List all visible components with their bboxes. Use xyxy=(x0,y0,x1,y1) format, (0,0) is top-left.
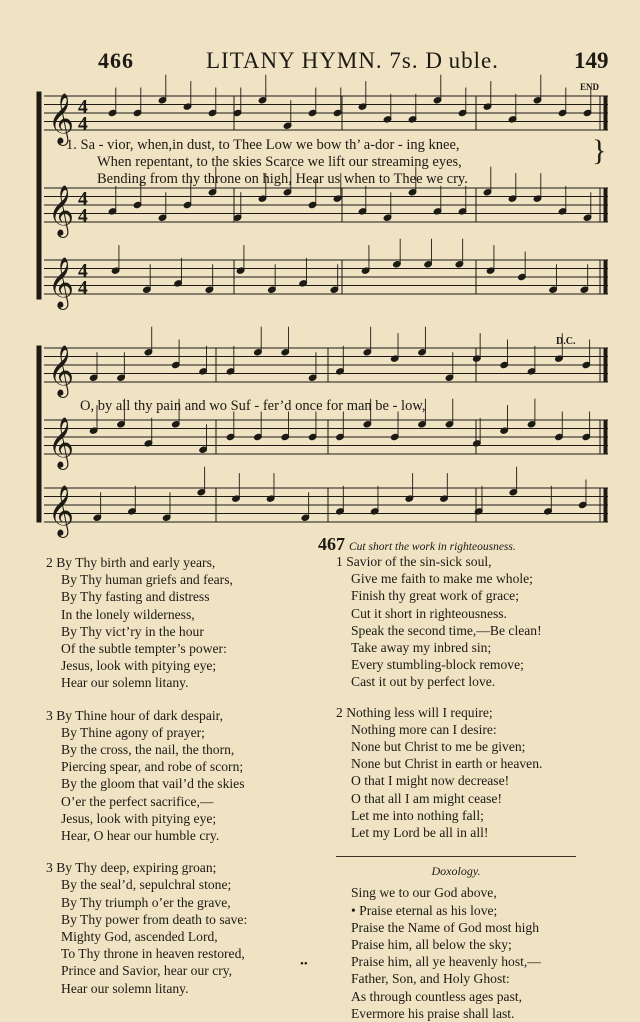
end-mark: END xyxy=(580,82,600,92)
signature-mark: •• xyxy=(300,958,308,970)
verse-line: O that I might now decrease! xyxy=(351,773,510,789)
final-bar xyxy=(604,96,607,130)
verse-line: Speak the second time,—Be clean! xyxy=(351,622,542,638)
hymn-number-467: 467 xyxy=(318,534,345,554)
time-signature: 4 xyxy=(78,206,88,227)
time-signature: 4 xyxy=(78,261,88,282)
doxology-title: Doxology. xyxy=(336,856,576,880)
verse-line: None but Christ in earth or heaven. xyxy=(351,756,543,772)
doxology-line: • Praise eternal as his love; xyxy=(351,902,498,918)
verse-line: By Thy triumph o’er the grave, xyxy=(61,894,231,910)
lyric-line-1: 1. Sa - vior, when,in dust, to Thee Low we bow th’ a-dor - ing knee, xyxy=(66,137,460,153)
clef-icon: 𝄞 xyxy=(48,94,75,143)
verse-line: Every stumbling-block remove; xyxy=(351,657,524,673)
hymn-467-heading xyxy=(318,534,516,555)
final-bar xyxy=(604,348,607,382)
lyric-line-4: O, by all thy pain and wo Suf - fer’d once for man be - low, xyxy=(80,398,426,414)
clef-icon: 𝄞 xyxy=(48,258,75,307)
hymn-title: LITANY HYMN. 7s. D uble. xyxy=(206,48,499,73)
verse-line: By the cross, the nail, the thorn, xyxy=(61,742,235,758)
verse-brace: } xyxy=(592,134,607,167)
verse-line: Give me faith to make me whole; xyxy=(351,571,533,587)
final-bar xyxy=(604,488,607,522)
doxology-line: Praise him, all below the sky; xyxy=(351,937,512,953)
verse-line: Let my Lord be all in all! xyxy=(351,825,489,841)
verse-line: To Thy throne in heaven restored, xyxy=(61,946,245,962)
verse-line: Piercing spear, and robe of scorn; xyxy=(61,759,244,775)
verse-line: Hear our solemn litany. xyxy=(61,675,189,691)
verse-line: None but Christ to me be given; xyxy=(351,739,526,755)
lyric-line-3: Bending from thy throne on high, Hear us when to Thee we cry. xyxy=(97,171,468,187)
verse-line: Jesus, look with pitying eye; xyxy=(61,810,217,826)
verse-line: By the seal’d, sepulchral stone; xyxy=(61,877,232,893)
final-bar xyxy=(604,420,607,454)
doxology-line: Praise the Name of God most high xyxy=(351,919,540,935)
verse-line: 2 Nothing less will I require; xyxy=(336,704,493,720)
verse-line: By Thy vict’ry in the hour xyxy=(61,623,204,639)
doxology-line: Praise him, all ye heavenly host,— xyxy=(351,954,541,970)
doxology-line: Sing we to our God above, xyxy=(351,885,497,901)
lyric-line-2: When repentant, to the skies Scarce we lift our streaming eyes, xyxy=(97,154,462,170)
stanza xyxy=(46,859,308,997)
verse-line: Finish thy great work of grace; xyxy=(351,588,519,604)
verse-line: Cast it out by perfect love. xyxy=(351,674,496,690)
clef-icon: 𝄞 xyxy=(48,486,75,535)
system-bracket xyxy=(37,346,41,522)
hymn-467-subtitle: Cut short the work in righteousness. xyxy=(349,541,516,553)
verse-line: Prince and Savior, hear our cry, xyxy=(61,963,233,979)
verse-line: 1 Savior of the sin-sick soul, xyxy=(336,554,492,569)
clef-icon: 𝄞 xyxy=(48,346,75,395)
clef-icon: 𝄞 xyxy=(48,186,75,235)
stanza xyxy=(46,554,308,692)
verse-line: Cut it short in righteousness. xyxy=(351,605,507,621)
verse-line: By the gloom that vail’d the skies xyxy=(61,776,245,792)
verse-line: Let me into nothing fall; xyxy=(351,807,484,823)
doxology-line: Evermore his praise shall last. xyxy=(351,1005,515,1021)
verse-line: Take away my inbred sin; xyxy=(351,640,492,656)
page-number: 149 xyxy=(574,48,609,73)
time-signature: 4 xyxy=(78,97,88,118)
verse-line: O that all I am might cease! xyxy=(351,790,502,806)
time-signature: 4 xyxy=(78,278,88,299)
verse-line: Hear, O hear our humble cry. xyxy=(61,828,220,844)
stanza xyxy=(336,704,616,842)
verse-line: In the lonely wilderness, xyxy=(61,606,195,622)
verse-line: Jesus, look with pitying eye; xyxy=(61,658,217,674)
verse-line: 2 By Thy birth and early years, xyxy=(46,555,216,570)
verse-line: By Thine agony of prayer; xyxy=(61,724,205,740)
stanza xyxy=(46,707,308,845)
verse-line: 3 By Thine hour of dark despair, xyxy=(46,707,224,723)
time-signature: 4 xyxy=(78,189,88,210)
dc-mark: D.C. xyxy=(556,336,576,347)
time-signature: 4 xyxy=(78,114,88,135)
verse-line: O’er the perfect sacrifice,— xyxy=(61,793,214,809)
hymn-number-466: 466 xyxy=(98,48,134,73)
left-column-verses xyxy=(46,554,308,1012)
verse-line: Of the subtle tempter’s power: xyxy=(61,641,227,657)
system-bracket xyxy=(37,92,41,299)
verse-line: By Thy human griefs and fears, xyxy=(61,572,233,588)
right-column-verses xyxy=(336,553,616,1022)
verse-line: Hear our solemn litany. xyxy=(61,980,189,996)
verse-line: By Thy fasting and distress xyxy=(61,589,210,605)
verse-line: Nothing more can I desire: xyxy=(351,721,497,737)
clef-icon: 𝄞 xyxy=(48,418,75,467)
verse-line: By Thy power from death to save: xyxy=(61,911,248,927)
doxology-line: As through countless ages past, xyxy=(351,988,523,1004)
verse-line: Mighty God, ascended Lord, xyxy=(61,929,218,945)
final-bar xyxy=(604,260,607,294)
stanza xyxy=(336,553,616,691)
doxology-line: Father, Son, and Holy Ghost: xyxy=(351,971,510,987)
final-bar xyxy=(604,188,607,222)
verse-line: 3 By Thy deep, expiring groan; xyxy=(46,860,217,876)
